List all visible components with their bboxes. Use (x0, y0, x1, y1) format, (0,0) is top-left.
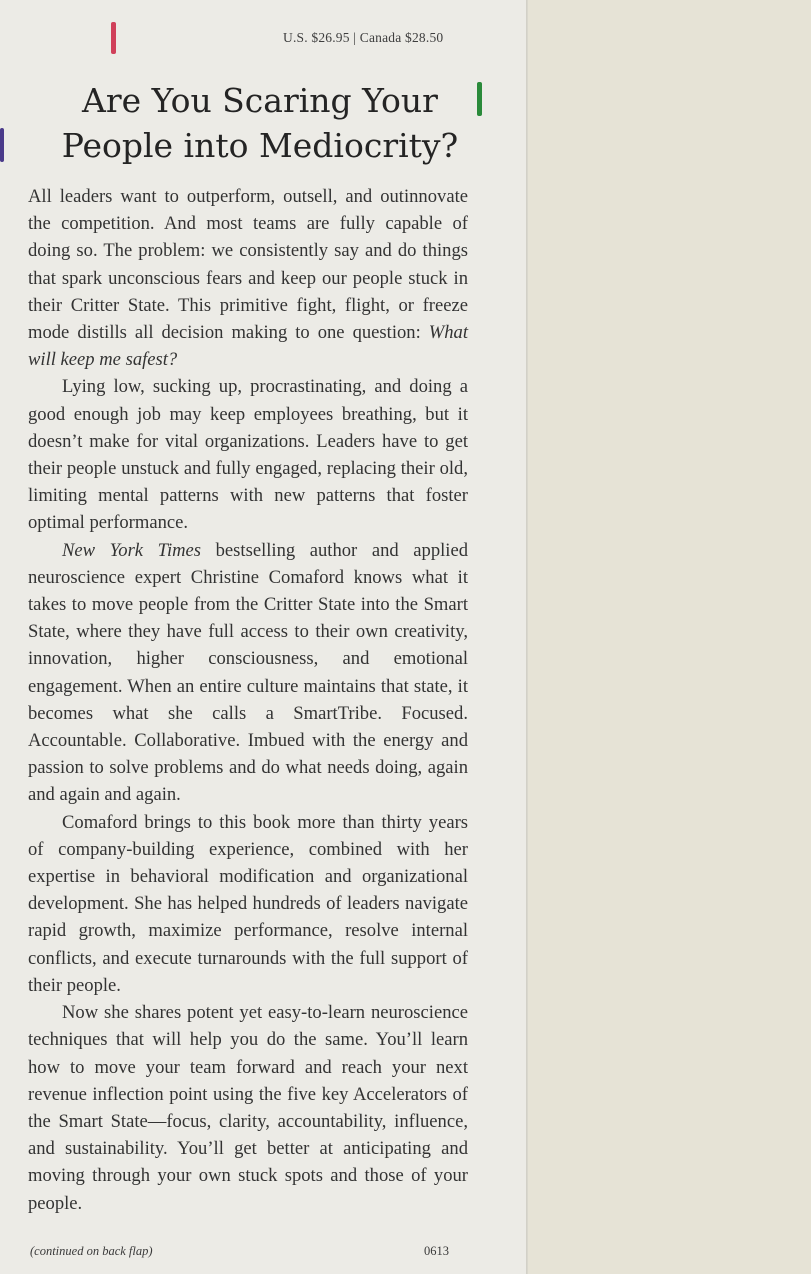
paragraph-3-text: bestselling author and applied neuroscience expert Christine Comaford knows what it takes to move people from the Critter State into the Smart State, where they have full access to their own creativity, innovation, higher consciousness, and emotional engagement. When an entire culture maintains that state, it becomes what she calls a SmartTribe. Focused. Accountable. Collaborative. Imbued with the energy and passion to solve problems and do what needs doing, again and again and again. (28, 539, 468, 806)
headline-line-2: People into Mediocrity? (61, 126, 459, 165)
back-cover-panel (528, 0, 811, 1274)
paragraph-3 (28, 537, 468, 809)
purple-tab-marker (0, 128, 4, 162)
green-tab-marker (477, 82, 482, 116)
product-code: 0613 (424, 1244, 449, 1258)
paragraph-1-italic: What will keep me safest? (28, 322, 468, 371)
paragraph-4: Comaford brings to this book more than thirty years of company-building experience, combined with her expertise in behavioral modification and organizational development. She has helped hundreds of leaders navigate rapid growth, maximize performance, resolve internal conflicts, and execute turnarounds with the full support of their people. (28, 811, 468, 996)
flap-copy (28, 183, 468, 1217)
paragraph-2: Lying low, sucking up, procrastinating, and doing a good enough job may keep employees breathing, but it doesn’t make for vital organizations. Leaders have to get their people unstuck and fully engaged, replacing their old, limiting mental patterns with new patterns that foster optimal performance. (28, 376, 468, 534)
continued-note: (continued on back flap) (30, 1244, 153, 1258)
paragraph-3-italic: New York Times (62, 539, 202, 561)
paragraph-5: Now she shares potent yet easy-to-learn neuroscience techniques that will help you do the same. You’ll learn how to move your team forward and reach your next revenue inflection point using the five key Accelerators of the Smart State—focus, clarity, accountability, influence, and sustainability. You’ll get better at anticipating and moving through your own stuck spots and those of your people. (28, 1002, 468, 1214)
headline-line-1: Are You Scaring Your (82, 81, 438, 120)
red-tab-marker (111, 22, 116, 54)
price-line: U.S. $26.95 | Canada $28.50 (283, 30, 444, 45)
headline (14, 78, 506, 168)
paragraph-1 (28, 183, 468, 373)
paragraph-1-text: All leaders want to outperform, outsell, and outinnovate the competition. And most teams are fully capable of doing so. The problem: we consistently say and do things that spark unconscious fears and keep our people stuck in their Critter State. This primitive fight, flight, or freeze mode distills all decision making to one question: (28, 186, 468, 344)
